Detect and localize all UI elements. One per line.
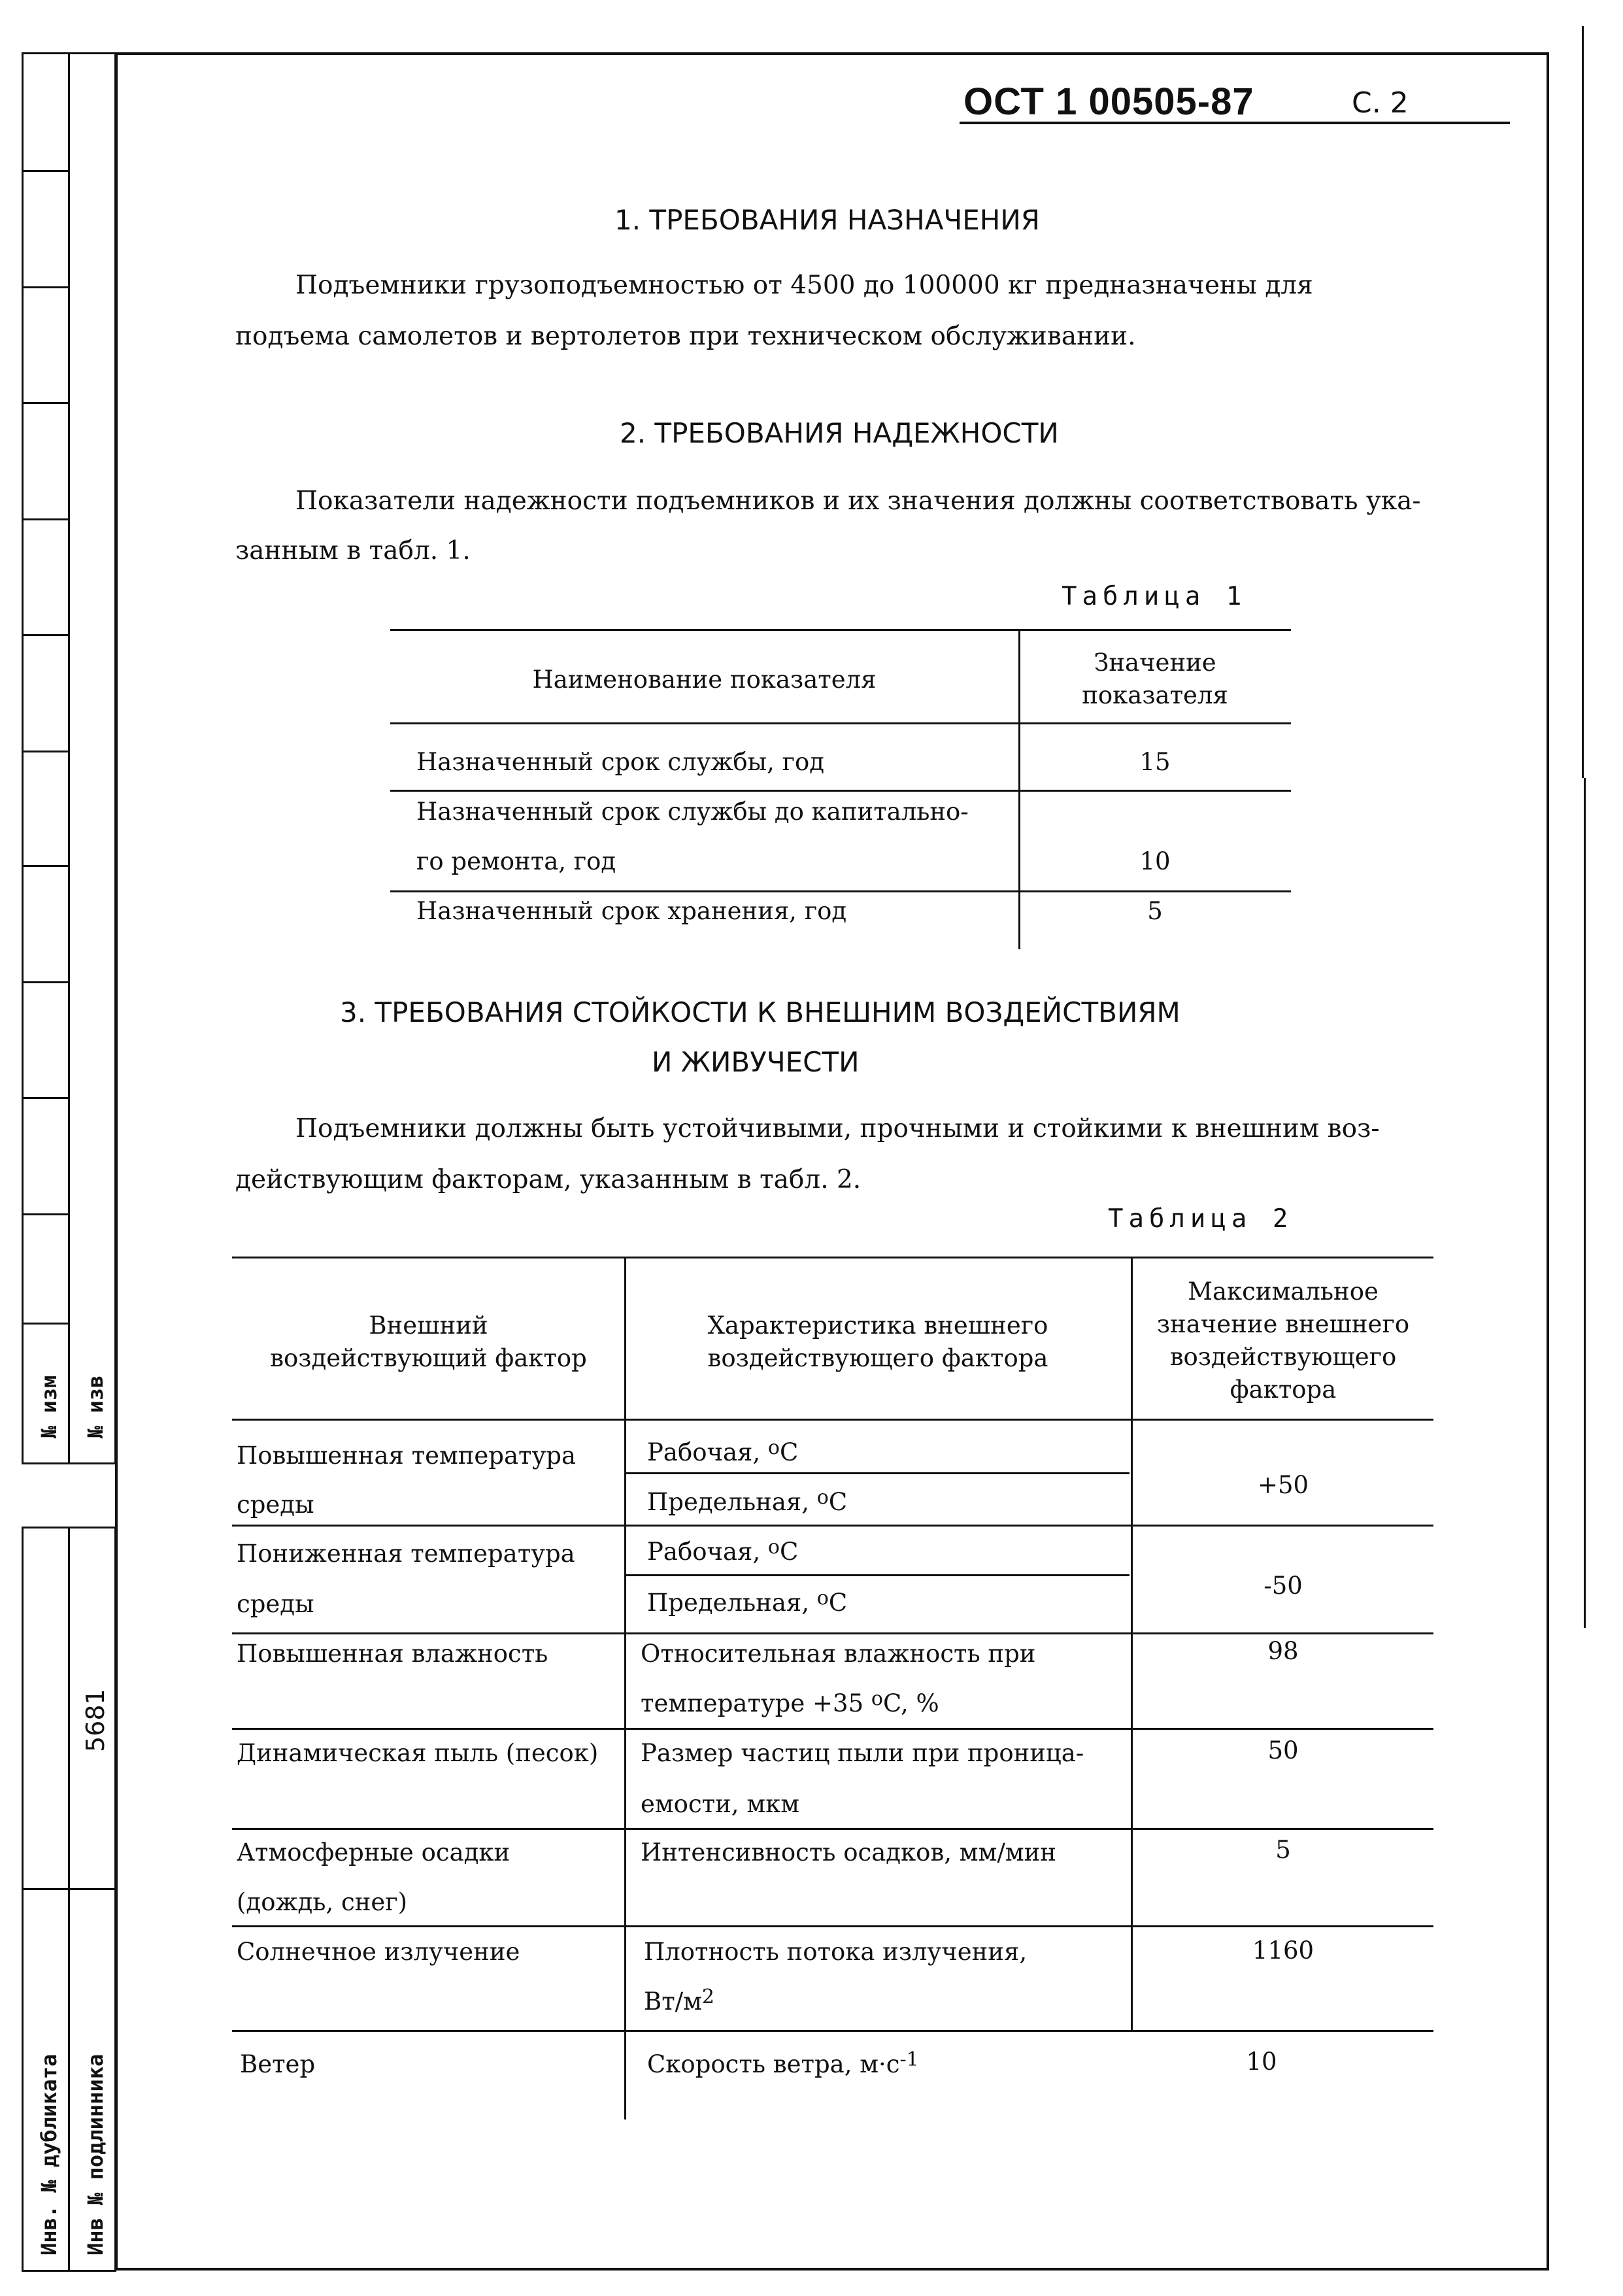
table-2-row-3-factor: Повышенная влажность [237, 1640, 548, 1668]
table-2-subrow-rule [626, 1574, 1129, 1576]
table-2-row-4-char-l2: емости, мкм [641, 1790, 800, 1818]
table-2-row-1-char-limit [647, 1488, 847, 1516]
table-1-column-rule [1018, 629, 1020, 949]
table-2-row-rule [232, 2030, 1433, 2032]
margin-mark [1584, 778, 1586, 1628]
table-2-row-1-value: +50 [1257, 1471, 1309, 1499]
table-2-header-max-l4: фактора [1230, 1376, 1337, 1404]
degree-mark: o [816, 1587, 829, 1610]
table-2-row-4-value: 50 [1267, 1736, 1299, 1764]
table-1-caption: Таблица 1 [1062, 582, 1247, 611]
sidebar-podlinnik-label: Инв № подлинника [83, 2053, 108, 2255]
table-1-row-2-name-l1: Назначенный срок службы до капитально- [416, 798, 969, 826]
table-2-row-4-char-l1: Размер частиц пыли при проница- [641, 1739, 1084, 1767]
exponent: 2 [701, 1985, 714, 2008]
table-2-row-1-char-working [647, 1438, 798, 1466]
table-2-row-rule [232, 1828, 1433, 1830]
doc-number: ОСТ 1 00505-87 [963, 80, 1254, 123]
table-2-row-6-value: 1160 [1252, 1936, 1314, 1965]
label: температуре +35 [641, 1689, 864, 1717]
table-2-row-1-factor-l1: Повышенная температура [237, 1442, 577, 1470]
table-2-row-rule [232, 1925, 1433, 1927]
table-2-row-rule [232, 1525, 1433, 1527]
table-2-row-2-char-limit [647, 1589, 847, 1617]
table-2-row-7-factor: Ветер [240, 2050, 316, 2078]
page-number: С. 2 [1352, 86, 1409, 120]
unit: C [779, 1538, 799, 1566]
table-2-header-rule [232, 1419, 1433, 1421]
table-2-row-3-char-l1: Относительная влажность при [641, 1640, 1036, 1668]
table-2-row-5-factor-l2: (дождь, снег) [237, 1888, 408, 1916]
table-1-row-3-value: 5 [1147, 897, 1163, 925]
table-2-row-2-value: -50 [1263, 1572, 1303, 1600]
sidebar-dublikat-label: Инв. № дубликата [37, 2053, 61, 2255]
table-2-row-1-factor-l2: среды [237, 1491, 314, 1519]
label: Предельная, [647, 1589, 809, 1617]
table-2-header-max-l3: воздействующего [1169, 1343, 1397, 1371]
unit: C, % [882, 1689, 939, 1717]
table-1-header-value-l2: показателя [1082, 681, 1228, 709]
table-2-row-5-factor-l1: Атмосферные осадки [237, 1838, 510, 1866]
table-1-row-rule [390, 890, 1291, 892]
section-1-text-line1: Подъемники грузоподъемностью от 4500 до 100000 кг предназначены для [295, 271, 1313, 300]
table-2-row-2-factor-l1: Пониженная температура [237, 1540, 575, 1568]
table-2-header-factor-l2: воздействующий фактор [270, 1344, 587, 1372]
table-1-header-name: Наименование показателя [532, 666, 877, 694]
table-1-row-2-value: 10 [1139, 847, 1171, 875]
table-2-header-factor-l1: Внешний [369, 1311, 488, 1340]
sidebar-top-strip [22, 52, 116, 1464]
table-1-row-2-name-l2: го ремонта, год [416, 847, 616, 875]
section-3-text-line2: действующим факторам, указанным в табл. 2. [235, 1165, 862, 1194]
table-2-row-6-char-l2 [644, 1987, 714, 2016]
table-2-row-2-factor-l2: среды [237, 1590, 314, 1618]
table-2-row-5-char: Интенсивность осадков, мм/мин [641, 1838, 1056, 1866]
unit: C [779, 1438, 799, 1466]
table-2-row-3-char-l2 [641, 1689, 939, 1717]
table-1-row-rule [390, 790, 1291, 792]
table-2-column-rule [624, 1257, 626, 2119]
table-1-header-rule [390, 722, 1291, 724]
header-underline [960, 122, 1510, 124]
degree-mark: o [871, 1687, 883, 1710]
label: Предельная, [647, 1488, 809, 1516]
table-2-header-char-l1: Характеристика внешнего [707, 1311, 1048, 1340]
table-2-row-3-value: 98 [1267, 1637, 1299, 1665]
table-2-row-7-value: 10 [1246, 2048, 1277, 2076]
table-2-header-char-l2: воздействующего фактора [707, 1344, 1048, 1372]
table-1-top-rule [390, 629, 1291, 631]
section-2-text-line2: занным в табл. 1. [235, 536, 471, 566]
unit: Вт/м [644, 1987, 702, 2016]
table-2-row-6-factor: Солнечное излучение [237, 1938, 520, 1966]
degree-mark: o [767, 1536, 780, 1559]
margin-mark [1582, 26, 1584, 778]
table-1-row-1-value: 15 [1139, 748, 1171, 776]
section-1-title: 1. ТРЕБОВАНИЯ НАЗНАЧЕНИЯ [614, 204, 1040, 236]
table-2-row-4-factor: Динамическая пыль (песок) [237, 1739, 599, 1767]
section-2-title: 2. ТРЕБОВАНИЯ НАДЕЖНОСТИ [620, 417, 1059, 449]
sidebar-number: 5681 [81, 1689, 110, 1752]
unit: C [828, 1488, 848, 1516]
degree-mark: o [767, 1436, 780, 1459]
section-3-title-l1: 3. ТРЕБОВАНИЯ СТОЙКОСТИ К ВНЕШНИМ ВОЗДЕЙСТВИЯМ [340, 996, 1180, 1028]
sidebar-izv-label: № изв [83, 1375, 108, 1438]
table-1-row-1-name: Назначенный срок службы, год [416, 748, 825, 776]
table-2-row-rule [232, 1728, 1433, 1730]
section-3-title-l2: И ЖИВУЧЕСТИ [652, 1046, 860, 1078]
degree-mark: o [816, 1486, 829, 1509]
label: Скорость ветра, м·с [647, 2050, 900, 2078]
table-2-row-7-char [647, 2050, 919, 2078]
table-2-header-max-l2: значение внешнего [1156, 1310, 1410, 1338]
table-2-row-rule [232, 1632, 1433, 1634]
table-1-row-3-name: Назначенный срок хранения, год [416, 897, 847, 925]
section-2-text-line1: Показатели надежности подъемников и их значения должны соответствовать ука- [295, 486, 1421, 516]
unit: C [828, 1589, 848, 1617]
section-1-text-line2: подъема самолетов и вертолетов при техническом обслуживании. [235, 322, 1136, 351]
table-2-row-6-char-l1: Плотность потока излучения, [644, 1938, 1028, 1966]
table-2-subrow-rule [626, 1472, 1129, 1474]
label: Рабочая, [647, 1438, 761, 1466]
sidebar-izm-label: № изм [37, 1375, 61, 1438]
table-2-caption: Таблица 2 [1108, 1204, 1294, 1234]
table-2-top-rule [232, 1257, 1433, 1258]
table-2-header-max-l1: Максимальное [1188, 1277, 1379, 1306]
label: Рабочая, [647, 1538, 761, 1566]
table-2-row-2-char-working [647, 1538, 798, 1566]
exponent: -1 [899, 2048, 919, 2071]
table-1-header-value-l1: Значение [1094, 649, 1216, 677]
section-3-text-line1: Подъемники должны быть устойчивыми, прочными и стойкими к внешним воз- [295, 1114, 1380, 1143]
table-2-row-5-value: 5 [1275, 1836, 1291, 1864]
